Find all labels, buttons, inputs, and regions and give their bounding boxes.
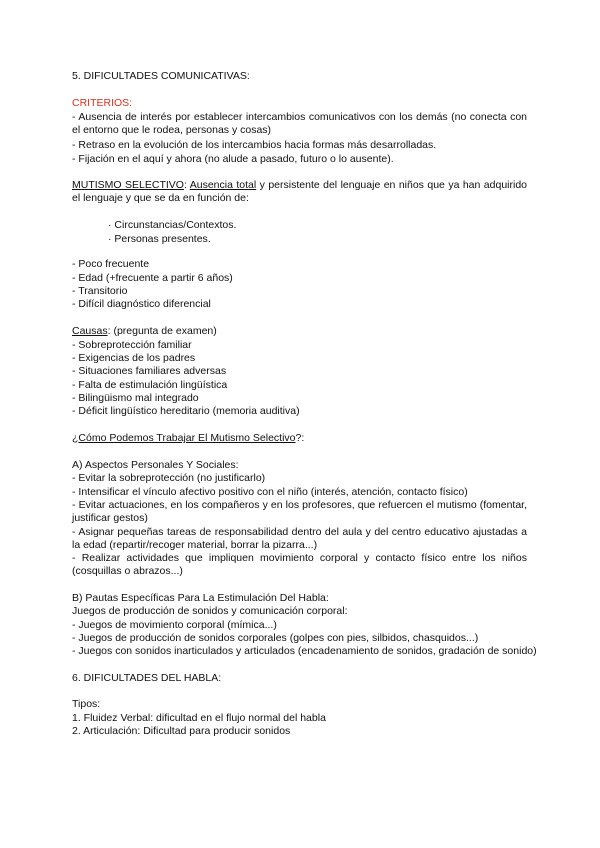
criteria-item: - Ausencia de interés por establecer intercambios comunicativos con los demás (no conecta con el entorno que le rodea, personas y cosas) [72,111,527,136]
mutismo-colon: : [183,179,190,191]
section5-heading: 5. DIFICULTADES COMUNICATIVAS: [72,70,250,82]
aspecto-item: - Evitar actuaciones, en los compañeros y en los profesores, que refuercen el mutismo (fomentar, justificar gestos) [72,499,527,524]
question-heading [72,432,304,445]
aspecto-item: - Evitar la sobreprotección (no justificarlo) [72,472,266,484]
aspecto-item: - Realizar actividades que impliquen movimiento corporal y contacto físico entre los niños (cosquillas o abrazos...) [72,552,527,577]
causas-note: : (pregunta de examen) [107,325,217,337]
pauta-item: - Juegos con sonidos inarticulados y articulados (encadenamiento de sonidos, gradación de sonido) [72,645,537,657]
criteria-label: CRITERIOS: [72,97,133,109]
ausencia-total: Ausencia total [189,179,257,191]
section6-heading: 6. DIFICULTADES DEL HABLA: [72,672,222,684]
tipo-item: 1. Fluidez Verbal: dificultad en el flujo normal del habla [72,712,326,724]
feature-item: - Difícil diagnóstico diferencial [72,298,211,310]
aspecto-item: - Intensificar el vínculo afectivo positivo con el niño (interés, atención, contacto físico) [72,486,468,498]
feature-item: - Edad (+frecuente a partir 6 años) [72,272,233,284]
criteria-item: - Retraso en la evolución de los intercambios hacia formas más desarrolladas. [72,139,437,151]
tipo-item: 2. Articulación: Dificultad para producir sonidos [72,725,291,737]
feature-item: - Poco frecuente [72,258,150,270]
pauta-item: - Juegos de movimiento corporal (mímica...) [72,619,277,631]
causas-label: Causas [72,325,108,337]
aspectos-heading: A) Aspectos Personales Y Sociales: [72,459,239,471]
question-suffix: ?: [295,432,305,444]
question-text: Cómo Podemos Trabajar El Mutismo Selectivo [78,432,296,444]
context-item: · Personas presentes. [108,233,211,245]
criteria-item: - Fijación en el aquí y ahora (no alude a pasado, futuro o lo ausente). [72,153,394,165]
causa-item: - Bilingüismo mal integrado [72,392,199,404]
causa-item: - Exigencias de los padres [72,352,196,364]
mutismo-definition [72,179,527,205]
mutismo-term: MUTISMO SELECTIVO [72,179,184,191]
context-item: · Circunstancias/Contextos. [108,219,237,231]
causa-item: - Situaciones familiares adversas [72,365,227,377]
causa-item: - Falta de estimulación lingüística [72,379,228,391]
pautas-intro: Juegos de producción de sonidos y comunicación corporal: [72,605,348,617]
aspecto-item: - Asignar pequeñas tareas de responsabilidad dentro del aula y del centro educativo ajustadas a la edad (repartir/recoger material, borrar la pizarra...) [72,526,527,551]
mutismo-definition-text: y persistente del lenguaje en niños que ya han adquirido el lenguaje y que se da en función de: [72,179,527,204]
question-prefix: ¿ [72,432,79,444]
pautas-heading: B) Pautas Específicas Para La Estimulación Del Habla: [72,592,329,604]
tipos-label: Tipos: [72,698,101,710]
causas-heading [72,325,217,338]
causa-item: - Sobreprotección familiar [72,339,192,351]
causa-item: - Déficit lingüístico hereditario (memoria auditiva) [72,405,300,417]
feature-item: - Transitorio [72,285,128,297]
pauta-item: - Juegos de producción de sonidos corporales (golpes con pies, silbidos, chasquidos...) [72,632,479,644]
